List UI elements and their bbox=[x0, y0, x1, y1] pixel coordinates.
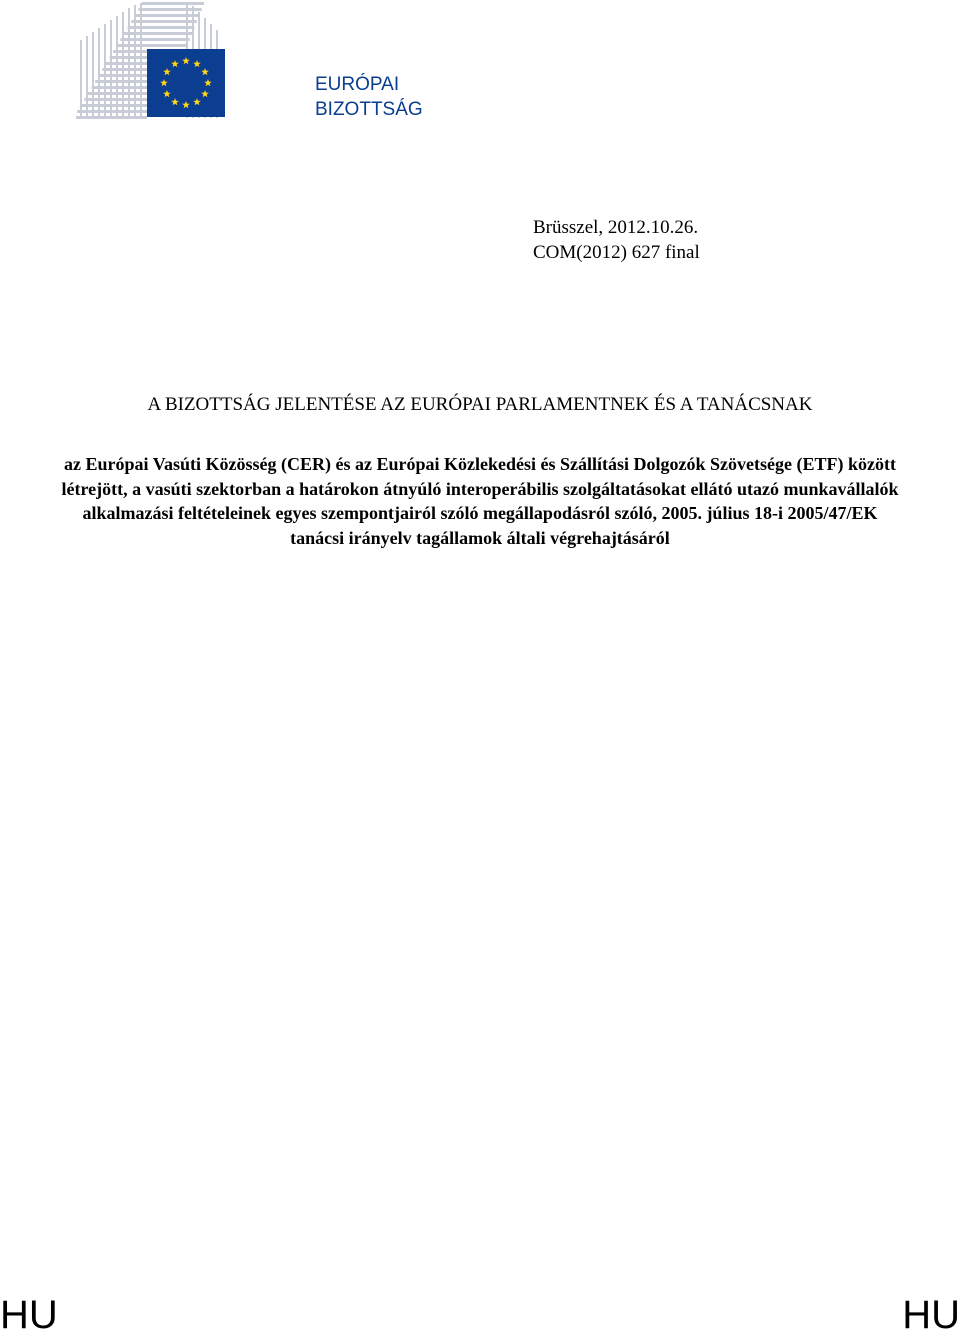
building-column-line bbox=[92, 32, 94, 118]
place-date: Brüsszel, 2012.10.26. bbox=[533, 217, 699, 238]
building-floor-line bbox=[128, 26, 195, 29]
building-floor-line bbox=[120, 38, 189, 41]
report-title: A BIZOTTSÁG JELENTÉSE AZ EURÓPAI PARLAMENTNEK ÉS A TANÁCSNAK bbox=[147, 394, 813, 415]
building-column-line bbox=[110, 20, 112, 118]
language-code-left: HU bbox=[0, 1293, 58, 1337]
institution-name-line1: EURÓPAI bbox=[315, 74, 400, 95]
institution-name-line2: BIZOTTSÁG bbox=[315, 99, 423, 120]
document-reference: COM(2012) 627 final bbox=[533, 242, 700, 263]
building-column-line bbox=[134, 5, 136, 118]
building-floor-line bbox=[117, 44, 187, 47]
language-code-right: HU bbox=[902, 1293, 960, 1337]
building-floor-line bbox=[142, 2, 204, 5]
building-column-line bbox=[128, 8, 130, 118]
building-floor-line bbox=[135, 14, 199, 17]
report-subject: az Európai Vasúti Közösség (CER) és az Európai Közlekedési és Szállítási Dolgozók Szövetsége (ETF) között létrejött, a vasúti szektorban a határokon átnyúló interoperábilis szolgáltatásokat ellátó utazó munkavállalók alkalmazási feltételeinek egyes szempontjairól szóló megállapodásról szóló, 2005. július 18-i 2005/47/EK tanácsi irányelv tagállamok általi végrehajtásáról bbox=[61, 454, 899, 548]
building-column-line bbox=[80, 40, 82, 118]
building-column-line bbox=[122, 12, 124, 118]
building-column-line bbox=[86, 36, 88, 118]
building-floor-line bbox=[81, 104, 147, 107]
building-column-line bbox=[98, 28, 100, 118]
building-floor-line bbox=[95, 80, 147, 83]
building-column-line bbox=[104, 24, 106, 118]
building-column-line bbox=[140, 3, 142, 118]
building-column-line bbox=[116, 16, 118, 118]
european-commission-logo bbox=[76, 2, 236, 122]
